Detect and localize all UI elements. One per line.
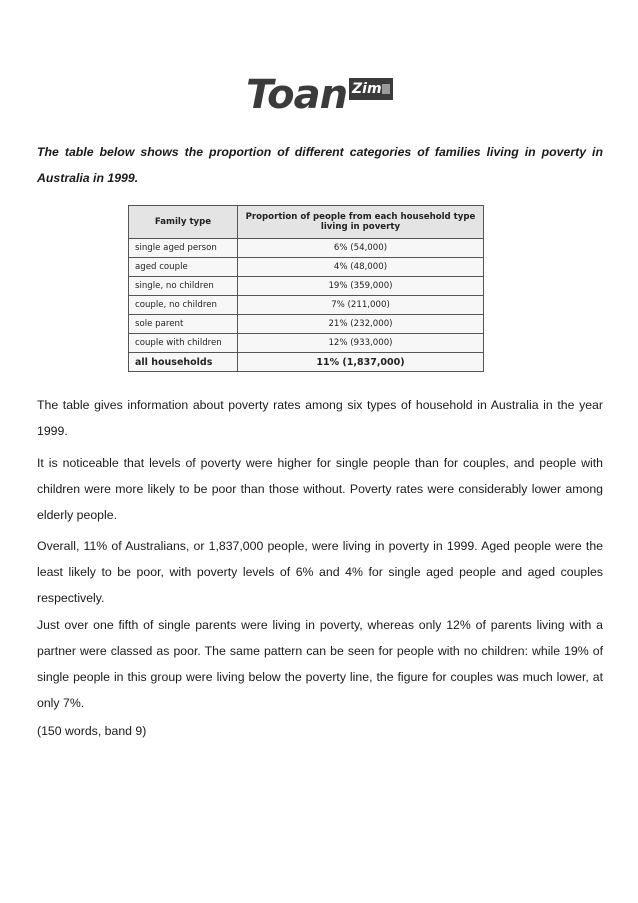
- table-header-family-type: Family type: [129, 206, 238, 239]
- table-row: [129, 258, 484, 277]
- word-count-note: (150 words, band 9): [37, 724, 147, 738]
- poverty-table: [128, 205, 484, 372]
- essay-paragraph-overview: It is noticeable that levels of poverty were higher for single people than for couples, and people with children were more likely to be poor than those without. Poverty rates were considerably lower among elderly people.: [37, 456, 603, 522]
- table-row: [129, 315, 484, 334]
- table-total-row: [129, 353, 484, 372]
- logo-badge-text: Zim: [352, 81, 382, 97]
- table-header-row: [129, 206, 484, 239]
- proportion-cell: 7% (211,000): [238, 296, 484, 315]
- family-type-cell: single, no children: [129, 277, 238, 296]
- proportion-cell: 19% (359,000): [238, 277, 484, 296]
- family-type-cell: sole parent: [129, 315, 238, 334]
- family-type-cell: single aged person: [129, 239, 238, 258]
- table-row: [129, 239, 484, 258]
- family-type-cell: all households: [129, 353, 238, 372]
- table-header-proportion: Proportion of people from each household type living in poverty: [238, 206, 484, 239]
- family-type-cell: couple, no children: [129, 296, 238, 315]
- task-prompt: The table below shows the proportion of different categories of families living in poverty in Australia in 1999.: [37, 145, 603, 185]
- table-row: [129, 296, 484, 315]
- proportion-cell: 12% (933,000): [238, 334, 484, 353]
- essay-paragraph-body-1: Overall, 11% of Australians, or 1,837,000 people, were living in poverty in 1999. Aged people were the least likely to be poor, with poverty levels of 6% and 4% for single aged people and aged couples respectively.: [37, 539, 603, 605]
- logo-wordmark: Toan: [246, 72, 348, 118]
- proportion-cell: 11% (1,837,000): [238, 353, 484, 372]
- table-row: [129, 334, 484, 353]
- proportion-cell: 4% (48,000): [238, 258, 484, 277]
- logo-square-icon: [382, 84, 390, 94]
- essay-paragraph-body-2: Just over one fifth of single parents were living in poverty, whereas only 12% of parents living with a partner were classed as poor. The same pattern can be seen for people with no children: while 19% of single people in this group were living below the poverty line, the figure for couples was much lower, at only 7%.: [37, 618, 603, 710]
- logo-badge: [349, 78, 393, 100]
- family-type-cell: aged couple: [129, 258, 238, 277]
- proportion-cell: 21% (232,000): [238, 315, 484, 334]
- proportion-cell: 6% (54,000): [238, 239, 484, 258]
- family-type-cell: couple with children: [129, 334, 238, 353]
- table-row: [129, 277, 484, 296]
- toanzim-logo: [246, 72, 398, 118]
- essay-paragraph-intro: The table gives information about poverty rates among six types of household in Australia in the year 1999.: [37, 398, 603, 438]
